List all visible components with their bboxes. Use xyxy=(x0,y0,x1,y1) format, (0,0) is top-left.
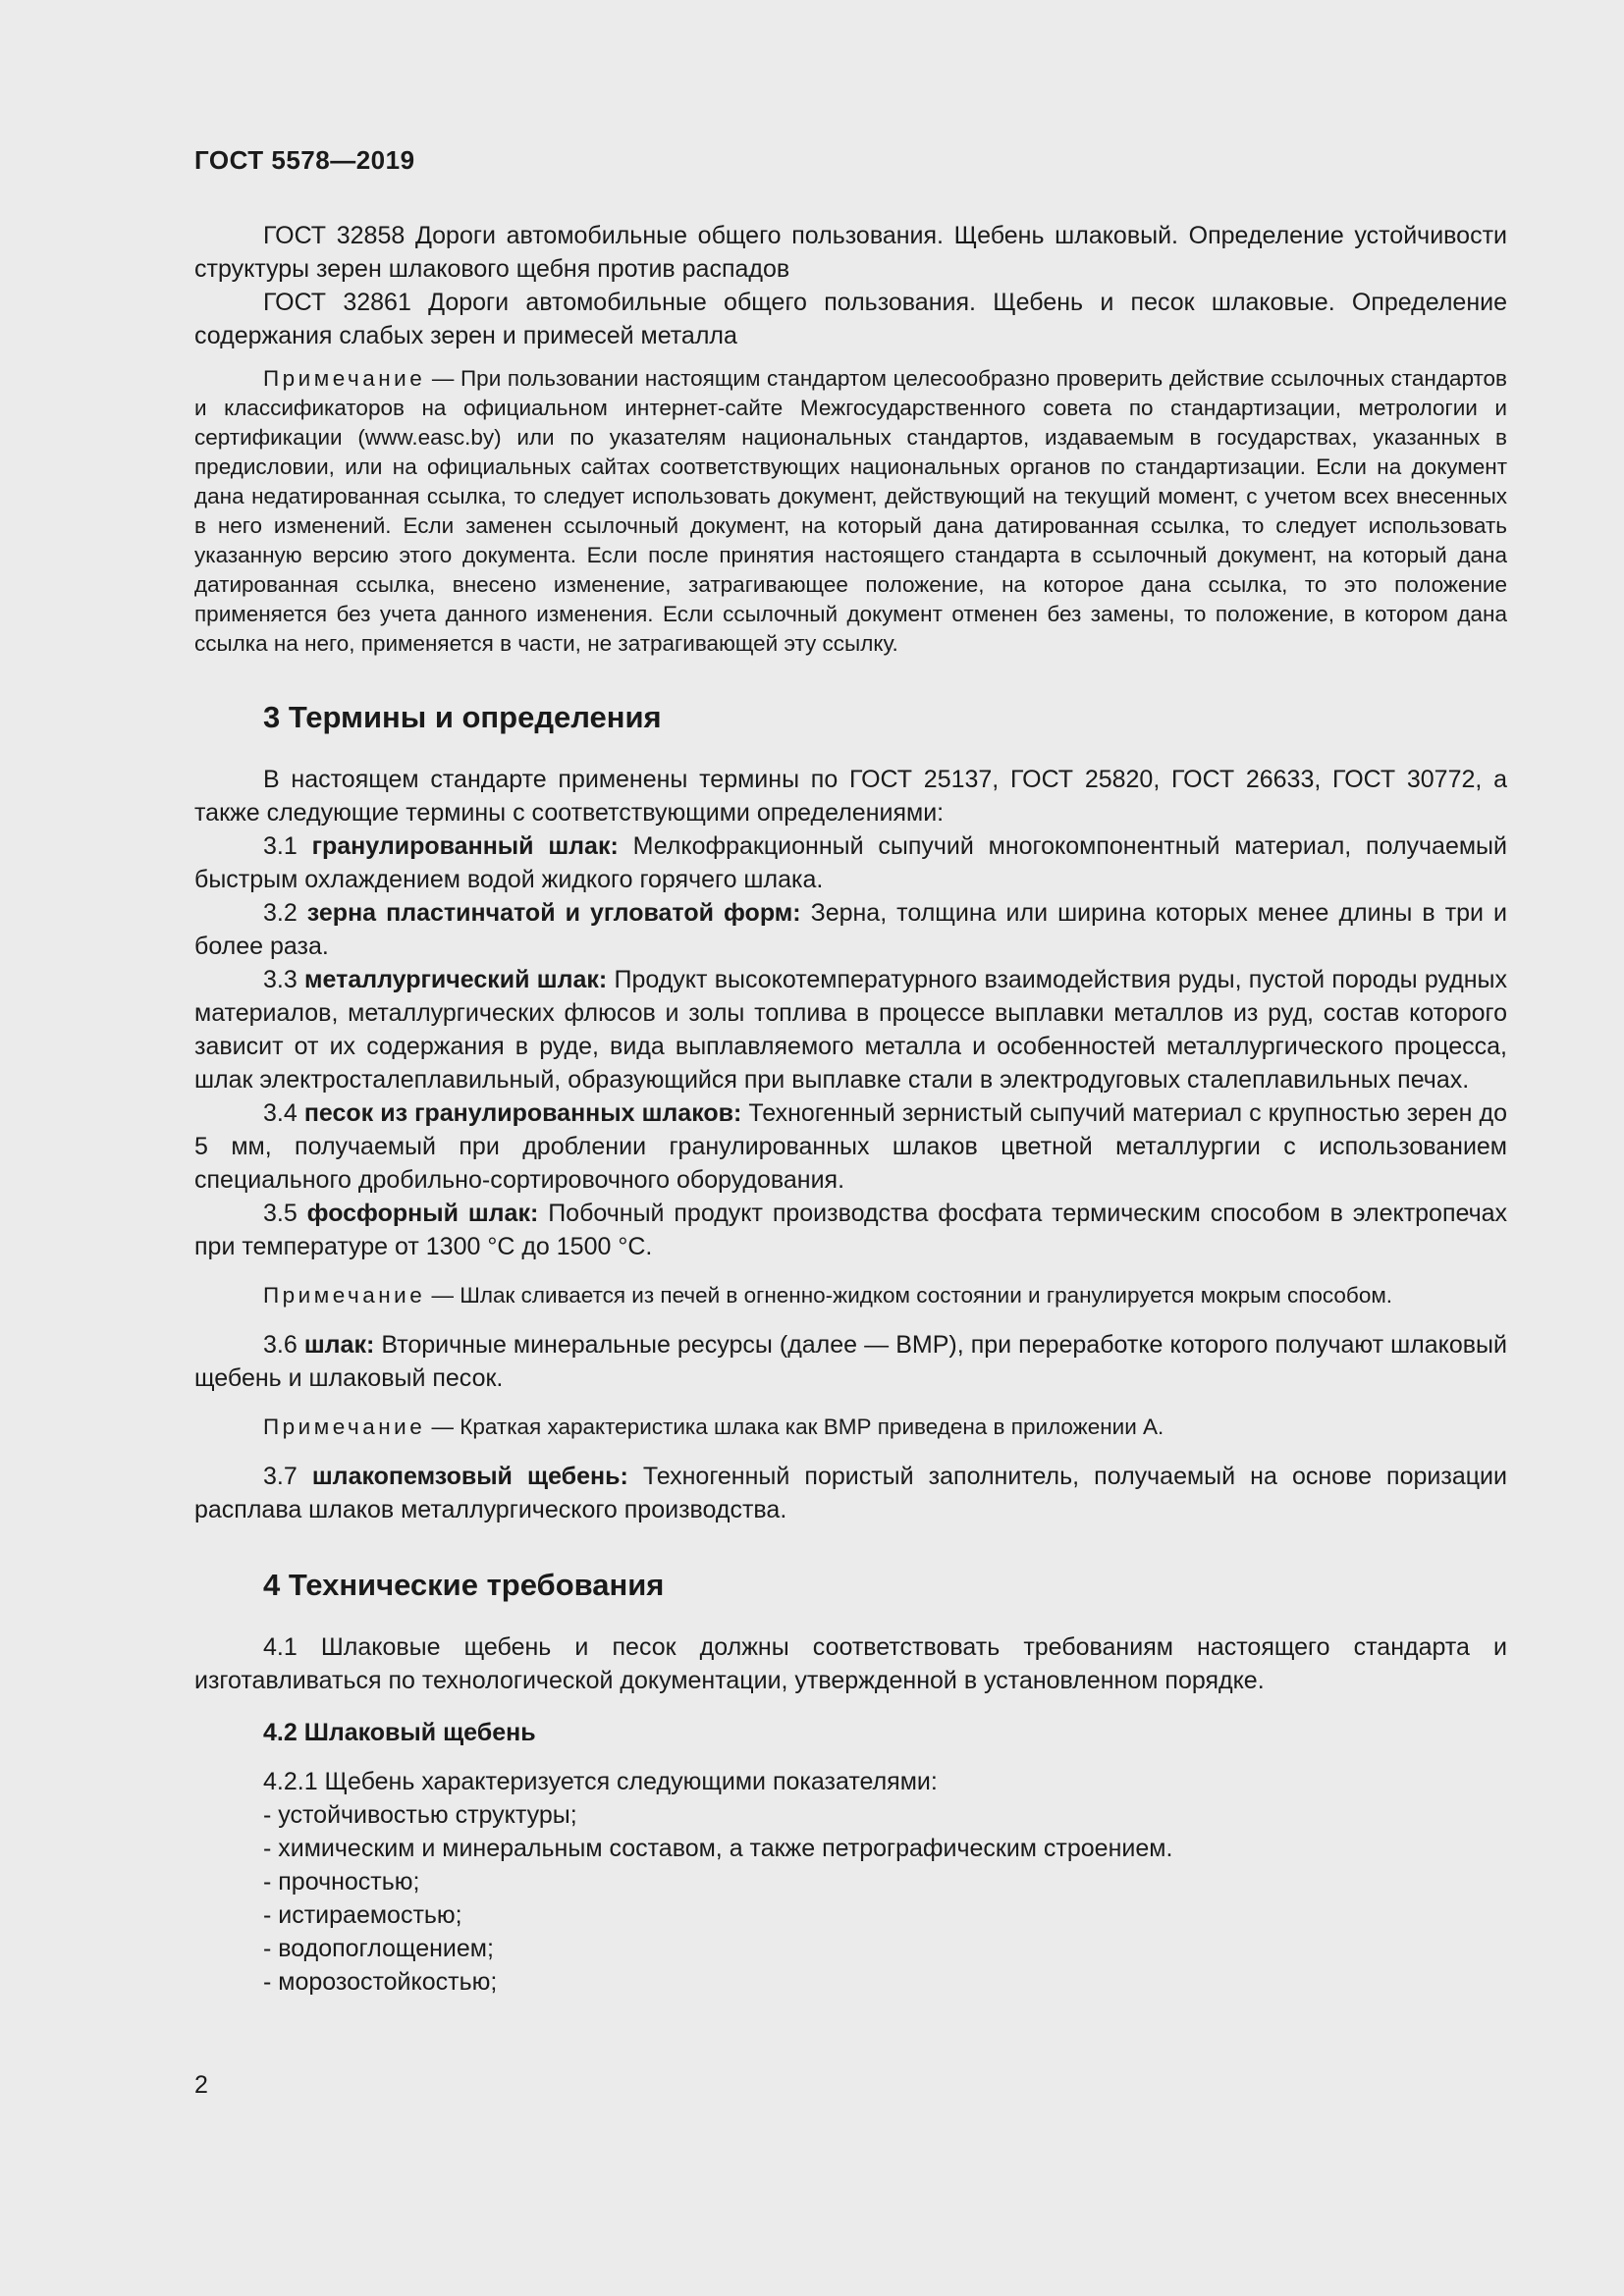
term-3-2 xyxy=(194,896,1507,963)
term-3-3 xyxy=(194,963,1507,1096)
section-4-title: 4 Технические требования xyxy=(263,1568,665,1602)
list-item: - химическим и минеральным составом, а также петрографическим строением. xyxy=(263,1835,1173,1862)
term-number: 3.1 xyxy=(263,832,298,860)
reference-gost-32858: ГОСТ 32858 Дороги автомобильные общего пользования. Щебень шлаковый. Определение устойчивости структуры зерен шлакового щебня против распадов xyxy=(194,222,1507,283)
paragraph-4-1: 4.1 Шлаковые щебень и песок должны соответствовать требованиям настоящего стандарта и изготавливаться по технологической документации, утвержденной в установленном порядке. xyxy=(194,1633,1507,1694)
term-number: 3.3 xyxy=(263,966,298,993)
term-title: шлак: xyxy=(303,1331,375,1359)
term-definition: Побочный продукт производства фосфата термическим способом в электропечах при температуре от 1300 °С до 1500 °С. xyxy=(194,1200,1507,1260)
term-definition: Зерна, толщина или ширина которых менее длины в три и более раза. xyxy=(194,899,1507,960)
term-title: фосфорный шлак: xyxy=(306,1200,539,1227)
term-definition: Вторичные минеральные ресурсы (далее — ВМР), при переработке которого получают шлаковый щебень и шлаковый песок. xyxy=(194,1331,1507,1392)
term-definition: Техногенный зернистый сыпучий материал с крупностью зерен до 5 мм, получаемый при дроблении гранулированных шлаков цветной металлургии с использованием специального дробильно-сортировочного оборудования. xyxy=(194,1099,1508,1194)
term-title: металлургический шлак: xyxy=(304,966,608,993)
document-page xyxy=(194,145,1507,1999)
list-item: - водопоглощением; xyxy=(263,1935,494,1962)
term-3-7 xyxy=(194,1460,1507,1526)
note-text: — Краткая характеристика шлака как ВМР приведена в приложении А. xyxy=(431,1415,1164,1439)
term-title: песок из гранулированных шлаков: xyxy=(303,1099,742,1127)
reference-gost-32861: ГОСТ 32861 Дороги автомобильные общего пользования. Щебень и песок шлаковые. Определение содержания слабых зерен и примесей металла xyxy=(194,289,1507,349)
indicator-list xyxy=(194,1798,1507,1999)
term-3-6 xyxy=(194,1328,1507,1395)
note-references xyxy=(194,364,1507,659)
subsection-4-2-title: 4.2 Шлаковый щебень xyxy=(263,1719,536,1746)
section-3-title: 3 Термины и определения xyxy=(263,700,662,734)
note-label: Примечание xyxy=(263,1283,426,1308)
note-label: Примечание xyxy=(263,1415,426,1439)
term-3-4 xyxy=(194,1096,1507,1197)
term-definition: Продукт высокотемпературного взаимодействия руды, пустой породы рудных материалов, металлургических флюсов и золы топлива в процессе выплавки металлов из руд, состав которого зависит от их содержания в руде, вида выплавляемого металла и особенностей металлургического процесса, шлак электросталеплавильный, образующийся при выплавке стали в электродуговых сталеплавильных печах. xyxy=(194,966,1507,1094)
term-number: 3.7 xyxy=(263,1463,298,1490)
term-title: гранулированный шлак: xyxy=(311,832,619,860)
list-item: - устойчивостью структуры; xyxy=(263,1801,577,1829)
section-3-intro: В настоящем стандарте применены термины по ГОСТ 25137, ГОСТ 25820, ГОСТ 26633, ГОСТ 30772, а также следующие термины с соответствующими определениями: xyxy=(194,766,1507,827)
paragraph-4-2-1: 4.2.1 Щебень характеризуется следующими показателями: xyxy=(263,1768,938,1795)
term-number: 3.2 xyxy=(263,899,298,927)
term-title: шлакопемзовый щебень: xyxy=(311,1463,628,1490)
note-3-6 xyxy=(194,1413,1507,1442)
note-3-5 xyxy=(194,1281,1507,1310)
note-text: — При пользовании настоящим стандартом целесообразно проверить действие ссылочных стандартов и классификаторов на официальном интернет-сайте Межгосударственного совета по стандартизации, метрологии и сертификации (www.easc.by) или по указателям национальных стандартов, издаваемым в государствах, указанных в предисловии, или на официальных сайтах соответствующих национальных органов по стандартизации. Если на документ дана недатированная ссылка, то следует использовать документ, действующий на текущий момент, с учетом всех внесенных в него изменений. Если заменен ссылочный документ, на который дана датированная ссылка, то следует использовать указанную версию этого документа. Если после принятия настоящего стандарта в ссылочный документ, на который дана датированная ссылка, внесено изменение, затрагивающее положение, на которое дана ссылка, то это положение применяется без учета данного изменения. Если ссылочный документ отменен без замены, то положение, в котором дана ссылка на него, применяется в части, не затрагивающей эту ссылку. xyxy=(194,366,1507,656)
term-definition: Техногенный пористый заполнитель, получаемый на основе поризации расплава шлаков металлургического производства. xyxy=(194,1463,1507,1523)
term-definition: Мелкофракционный сыпучий многокомпонентный материал, получаемый быстрым охлаждением водой жидкого горячего шлака. xyxy=(194,832,1507,893)
term-number: 3.6 xyxy=(263,1331,298,1359)
term-3-1 xyxy=(194,829,1507,896)
term-title: зерна пластинчатой и угловатой форм: xyxy=(306,899,801,927)
page-number: 2 xyxy=(194,2071,208,2099)
term-number: 3.5 xyxy=(263,1200,298,1227)
list-item: - морозостойкостью; xyxy=(263,1968,498,1996)
document-header: ГОСТ 5578—2019 xyxy=(194,145,415,175)
list-item: - истираемостью; xyxy=(263,1901,462,1929)
term-number: 3.4 xyxy=(263,1099,298,1127)
note-label: Примечание xyxy=(263,366,426,391)
list-item: - прочностью; xyxy=(263,1868,420,1896)
note-text: — Шлак сливается из печей в огненно-жидком состоянии и гранулируется мокрым способом. xyxy=(431,1283,1393,1308)
term-3-5 xyxy=(194,1197,1507,1263)
